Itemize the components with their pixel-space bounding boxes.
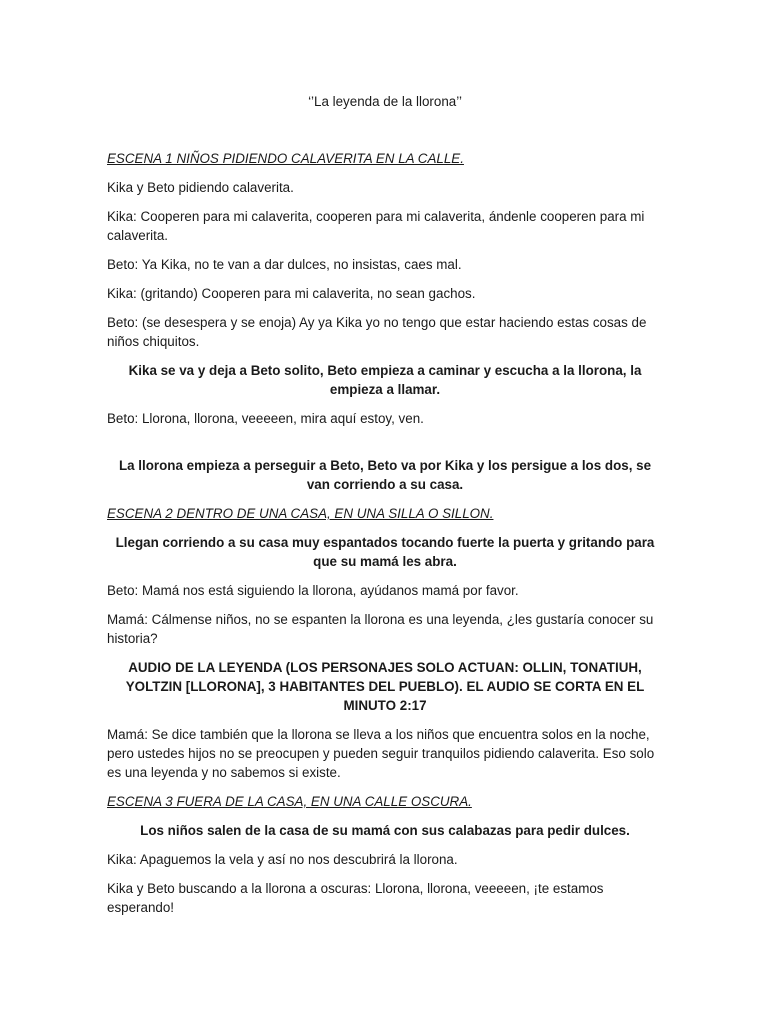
audio-direction: AUDIO DE LA LEYENDA (LOS PERSONAJES SOLO ACTUAN: OLLIN, TONATIUH, YOLTZIN [LLORONA], 3 HABITANTES DEL PUEBLO). EL AUDIO SE CORTA EN EL MINUTO 2:17 [125,660,645,713]
stage-direction-bold: La llorona empieza a perseguir a Beto, Beto va por Kika y los persigue a los dos, se van corriendo a su casa. [118,458,652,492]
dialogue-line: Kika y Beto buscando a la llorona a oscuras: Llorona, llorona, veeeeen, ¡te estamos esperando! [107,881,604,915]
dialogue-line: Kika: Apaguemos la vela y así no nos descubrirá la llorona. [107,852,458,867]
stage-direction-bold: Los niños salen de la casa de su mamá con sus calabazas para pedir dulces. [140,823,630,838]
document-title: ‘’La leyenda de la llorona’’ [308,94,462,109]
dialogue-line: Kika: Cooperen para mi calaverita, cooperen para mi calaverita, ándenle cooperen para mi calaverita. [107,209,645,243]
dialogue-line: Beto: (se desespera y se enoja) Ay ya Kika yo no tengo que estar haciendo estas cosas de niños chiquitos. [107,315,647,349]
dialogue-line: Mamá: Se dice también que la llorona se lleva a los niños que encuentra solos en la noche, pero ustedes hijos no se preocupen y pueden seguir tranquilos pidiendo calaverita. Eso solo es una leyenda y no sabemos si existe. [107,727,655,780]
stage-direction: Kika y Beto pidiendo calaverita. [107,180,294,195]
dialogue-line: Beto: Ya Kika, no te van a dar dulces, no insistas, caes mal. [107,257,462,272]
scene-heading-2: ESCENA 2 DENTRO DE UNA CASA, EN UNA SILLA O SILLON. [107,506,494,521]
dialogue-line: Mamá: Cálmense niños, no se espanten la llorona es una leyenda, ¿les gustaría conocer su historia? [107,612,654,646]
document-body [107,92,663,927]
stage-direction-bold: Llegan corriendo a su casa muy espantados tocando fuerte la puerta y gritando para que su mamá les abra. [115,535,655,569]
stage-direction-bold: Kika se va y deja a Beto solito, Beto empieza a caminar y escucha a la llorona, la empieza a llamar. [128,363,642,397]
scene-heading-1: ESCENA 1 NIÑOS PIDIENDO CALAVERITA EN LA CALLE. [107,151,464,166]
scene-heading-3: ESCENA 3 FUERA DE LA CASA, EN UNA CALLE OSCURA. [107,794,472,809]
dialogue-line: Kika: (gritando) Cooperen para mi calaverita, no sean gachos. [107,286,476,301]
dialogue-line: Beto: Llorona, llorona, veeeeen, mira aquí estoy, ven. [107,411,424,426]
dialogue-line: Beto: Mamá nos está siguiendo la llorona, ayúdanos mamá por favor. [107,583,519,598]
